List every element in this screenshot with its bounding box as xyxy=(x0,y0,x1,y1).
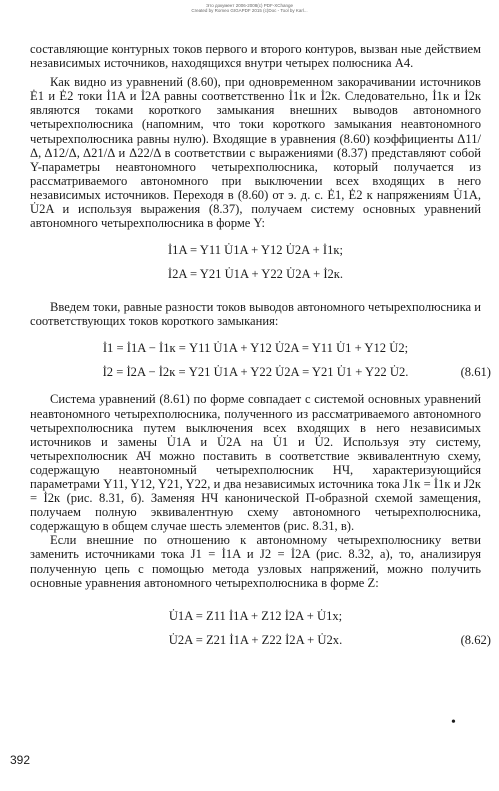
equation-number-861: (8.61) xyxy=(460,365,491,380)
equation-861-1: İ1 = İ1A − İ1к = Y11 U̇1A + Y12 U̇2A = Y11 U̇1 + Y12 U̇2; xyxy=(102,341,409,356)
equation-y-2: İ2A = Y21 U̇1A + Y22 U̇2A + İ2к. xyxy=(167,267,344,282)
paragraph-z-form-intro: Если внешние по отношению к автономному четырехполюснику ветви заменить источниками тока J1 = İ1A и J2 = İ2A (рис. 8.32, а), то, анализируя полученную цепь с помощью метода узловых напряжений, можно получить основные уравнения автономного четырехполюсника в форме Z: xyxy=(30,533,481,590)
page-body xyxy=(30,42,491,652)
page-number: 392 xyxy=(10,753,31,767)
equation-y-1: İ1A = Y11 U̇1A + Y12 U̇2A + İ1к; xyxy=(167,243,344,258)
margin-dot: • xyxy=(451,715,456,730)
equation-z-2: U̇2A = Z21 İ1A + Z22 İ2A + U̇2х. (8.62) xyxy=(168,632,491,647)
watermark-line-2: Created by Romeo GIGAPDF 2015 (c)Doc - Tool by Karl... xyxy=(191,8,308,13)
paragraph-system-861: Система уравнений (8.61) по форме совпадает с системой основных уравнений неавтономного четырехполюсника, полученного из рассматриваемого автономного четырехполюсника путем выключения всех входящих в него независимых источников и замены U̇1A и U̇2A на U̇1 и U̇2. Используя эту систему, четырехполюсник АЧ можно поставить в соответствие эквивалентную схему, содержащую неавтономный четырехполюсник НЧ, характеризующийся параметрами Y11, Y12, Y21, Y22, и два независимых источника тока J1к = İ1к и J2к = İ2к (рис. 8.31, б). Заменяя НЧ канонической П-образной схемой замещения, получаем полную эквивалентную схему автономного четырехполюсника, содержащую в общем случае шесть элементов (рис. 8.31, в). xyxy=(30,392,481,534)
watermark xyxy=(0,3,499,13)
paragraph-continuation: составляющие контурных токов первого и второго контуров, вызван ные действием независимых источников, находящихся внутри четырех полюсника А4. xyxy=(30,42,481,71)
equation-861-2: İ2 = İ2A − İ2к = Y21 U̇1A + Y22 U̇2A = Y21 U̇1 + Y22 U̇2. (8.61) xyxy=(102,365,491,380)
watermark-line-1: Это документ 2006-2008(c) PDF-XChange xyxy=(205,3,294,8)
paragraph-new-currents: Введем токи, равные разности токов выводов автономного четырехполюсника и соответствующих токов короткого замыкания: xyxy=(30,300,481,329)
equation-number-862: (8.62) xyxy=(460,632,491,647)
equation-z-1: U̇1A = Z11 İ1A + Z12 İ2A + U̇1х; xyxy=(168,608,343,623)
paragraph-y-form-intro: Как видно из уравнений (8.60), при одновременном закорачивании источников Ė1 и Ė2 токи İ1A и İ2A равны соответственно İ1к и İ2к. Следовательно, İ1к и İ2к являются токами короткого замыкания внешних выводов автономного четырехполюсника (напомним, что токи короткого замыкания неавтономного четырехполюсника равны нулю). Входящие в уравнения (8.60) коэффициенты Δ11/Δ, Δ12/Δ, Δ21/Δ и Δ22/Δ в соответствии с выражениями (8.37) представляют собой Y-параметры неавтономного четырехполюсника, который получается из рассматриваемого автономного при выключении всех входящих в него независимых источников. Переходя в (8.60) от э. д. с. Ė1, Ė2 к напряжениям U̇1A, U̇2A и используя выражения (8.37), получаем систему основных уравнений автономного четырехполюсника в форме Y: xyxy=(30,75,481,231)
